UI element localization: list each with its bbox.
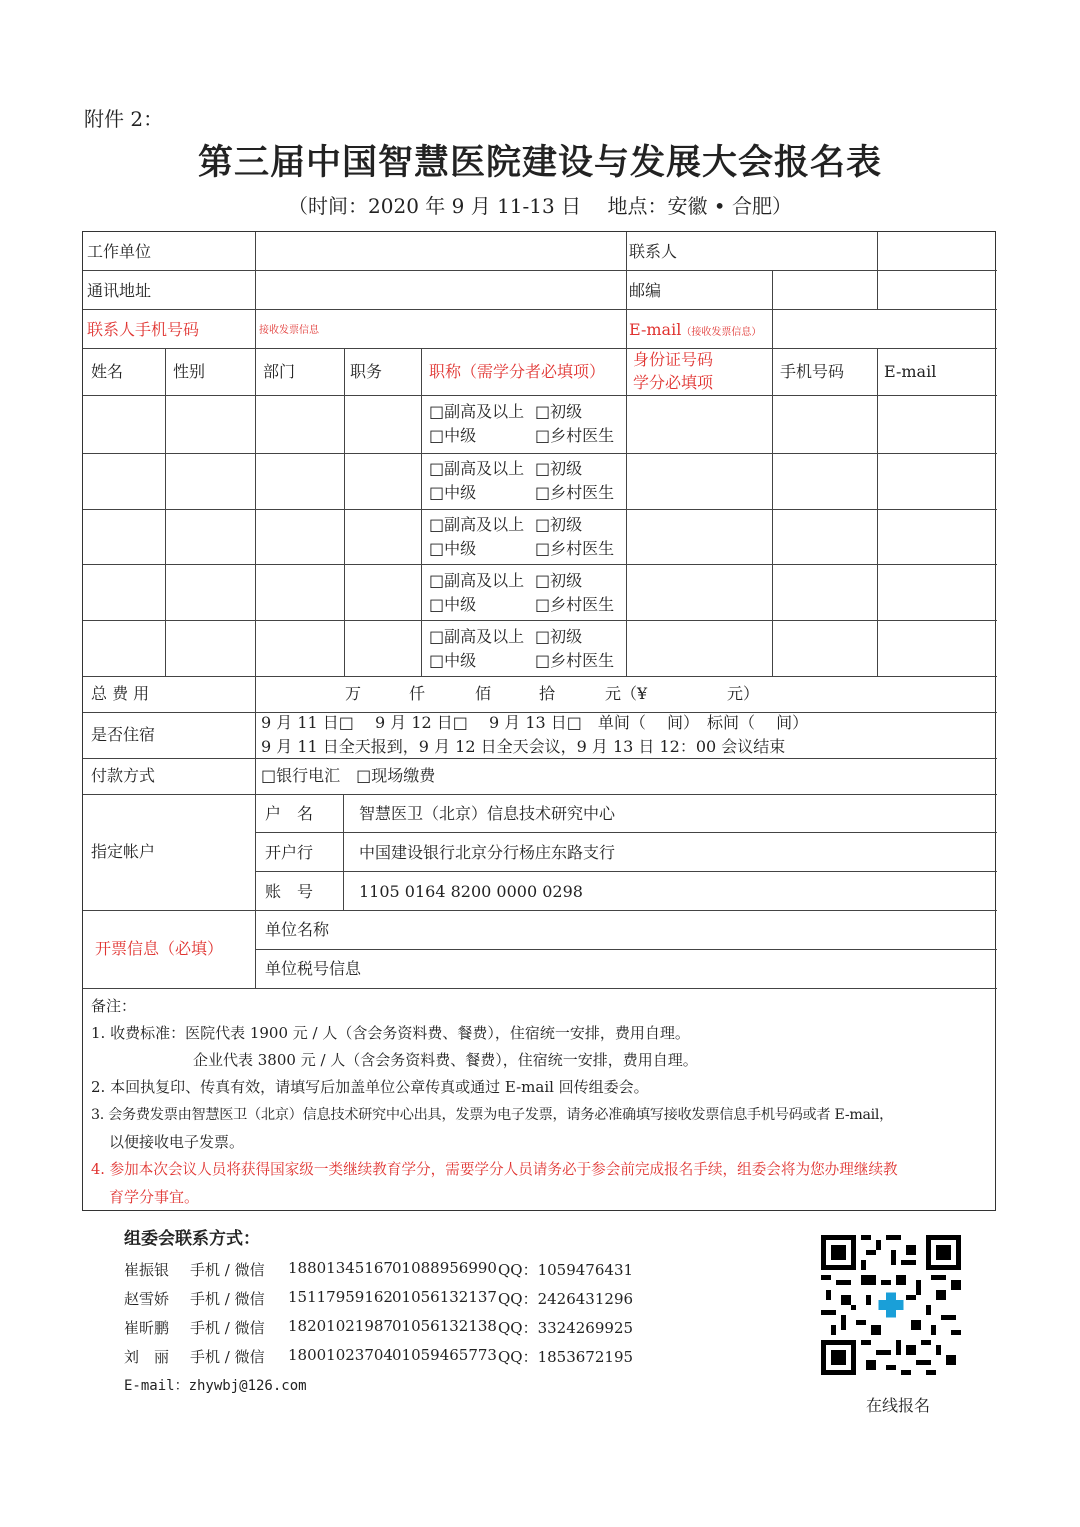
email-note: （接收发票信息）: [681, 327, 762, 338]
option-village[interactable]: □乡村医生: [535, 539, 615, 558]
fee-unit-qian: 仟: [409, 684, 426, 703]
contact-qq: QQ：1853672195: [498, 1348, 634, 1366]
option-village[interactable]: □乡村医生: [535, 595, 615, 614]
option-junior[interactable]: □初级: [535, 515, 583, 534]
fee-unit-yuan: 元（¥: [605, 684, 648, 703]
option-village[interactable]: □乡村医生: [535, 651, 615, 670]
option-senior[interactable]: □副高及以上: [429, 571, 525, 590]
qr-code-icon[interactable]: [821, 1235, 961, 1375]
contact-type: 手机 / 微信: [190, 1319, 265, 1337]
contact-qq: QQ：2426431296: [498, 1290, 634, 1308]
account-label: 指定帐户: [91, 842, 156, 861]
work-unit-label: 工作单位: [87, 242, 152, 261]
account-name-label: 户 名: [265, 804, 314, 823]
lodging-label: 是否住宿: [91, 725, 156, 744]
note-4b: 育学分事宜。: [109, 1188, 200, 1206]
contact-phone-label: 联系人手机号码: [87, 320, 200, 339]
registration-form: [82, 231, 996, 1211]
schedule-note: 9 月 11 日全天报到，9 月 12 日全天会议，9 月 13 日 12：00 会议结束: [261, 737, 786, 756]
notes-label: 备注：: [91, 997, 137, 1015]
contact-tel[interactable]: 01056132138: [392, 1317, 497, 1335]
note-3: 3. 会务费发票由智慧医卫（北京）信息技术研究中心出具，发票为电子发票，请务必准确填写接收发票信息手机号码或者 E-mail，: [91, 1107, 893, 1123]
bank-label: 开户行: [265, 843, 314, 862]
option-senior[interactable]: □副高及以上: [429, 402, 525, 421]
invoice-label: 开票信息（必填）: [95, 939, 224, 958]
contact-name: 崔振银: [124, 1261, 170, 1279]
col-gender: 性别: [173, 362, 206, 381]
option-middle[interactable]: □中级: [429, 539, 477, 558]
note-3b: 以便接收电子发票。: [109, 1133, 245, 1151]
page-title: 第三届中国智慧医院建设与发展大会报名表: [197, 142, 882, 183]
fee-unit-wan: 万: [345, 684, 362, 703]
option-village[interactable]: □乡村医生: [535, 483, 615, 502]
contact-tel[interactable]: 01056132137: [392, 1288, 497, 1306]
option-middle[interactable]: □中级: [429, 595, 477, 614]
payment-options[interactable]: □银行电汇 □现场缴费: [261, 766, 436, 785]
address-label: 通讯地址: [87, 281, 152, 300]
col-department: 部门: [263, 362, 296, 381]
account-number-label: 账 号: [265, 882, 314, 901]
postcode-label: 邮编: [629, 281, 662, 300]
col-position: 职务: [350, 362, 383, 381]
col-id-line2: 学分必填项: [633, 373, 714, 392]
contact-email[interactable]: E-mail：zhywbj@126.com: [124, 1378, 307, 1394]
option-middle[interactable]: □中级: [429, 483, 477, 502]
attachment-label: 附件 2：: [84, 107, 164, 131]
option-senior[interactable]: □副高及以上: [429, 459, 525, 478]
contact-mobile[interactable]: 18001023704: [288, 1346, 393, 1364]
option-junior[interactable]: □初级: [535, 571, 583, 590]
page-subtitle: （时间：2020 年 9 月 11-13 日 地点：安徽 • 合肥）: [288, 194, 792, 218]
email-label-text: E-mail: [629, 320, 682, 339]
contact-mobile[interactable]: 18201021987: [288, 1317, 393, 1335]
bank-name: 中国建设银行北京分行杨庄东路支行: [359, 843, 616, 862]
option-village[interactable]: □乡村医生: [535, 426, 615, 445]
note-4: 4. 参加本次会议人员将获得国家级一类继续教育学分，需要学分人员请务必于参会前完成报名手续，组委会将为您办理继续教: [91, 1161, 898, 1178]
note-1: 1. 收费标准：医院代表 1900 元 / 人（含会务资料费、餐费），住宿统一安排，费用自理。: [91, 1024, 690, 1042]
option-junior[interactable]: □初级: [535, 459, 583, 478]
contact-mobile[interactable]: 15117959162: [288, 1288, 393, 1306]
contact-name: 赵雪娇: [124, 1290, 170, 1308]
col-mobile: 手机号码: [780, 362, 845, 381]
contact-name: 崔昕鹏: [124, 1319, 170, 1337]
option-middle[interactable]: □中级: [429, 651, 477, 670]
option-senior[interactable]: □副高及以上: [429, 515, 525, 534]
note-1b: 企业代表 3800 元 / 人（含会务资料费、餐费），住宿统一安排，费用自理。: [193, 1051, 698, 1069]
receive-invoice-note: 接收发票信息: [259, 325, 319, 336]
contact-person-label: 联系人: [629, 242, 678, 261]
contact-qq: QQ：1059476431: [498, 1261, 634, 1279]
contact-name: 刘 丽: [124, 1348, 170, 1366]
contact-heading: 组委会联系方式：: [124, 1229, 260, 1249]
contact-type: 手机 / 微信: [190, 1348, 265, 1366]
fee-unit-shi: 拾: [539, 684, 556, 703]
contact-tel[interactable]: 01059465773: [392, 1346, 497, 1364]
payment-label: 付款方式: [91, 766, 156, 785]
lodging-options[interactable]: 9 月 11 日□ 9 月 12 日□ 9 月 13 日□ 单间（ 间） 标间（ 间）: [261, 713, 809, 732]
tax-info-label: 单位税号信息: [265, 959, 362, 978]
total-fee-label: 总 费 用: [91, 684, 150, 703]
fee-unit-yuan-close: 元）: [727, 684, 760, 703]
account-name: 智慧医卫（北京）信息技术研究中心: [359, 804, 616, 823]
option-junior[interactable]: □初级: [535, 402, 583, 421]
unit-name-label: 单位名称: [265, 920, 330, 939]
contact-type: 手机 / 微信: [190, 1261, 265, 1279]
account-number: 1105 0164 8200 0000 0298: [359, 882, 583, 901]
contact-tel[interactable]: 01088956990: [392, 1259, 497, 1277]
note-2: 2. 本回执复印、传真有效，请填写后加盖单位公章传真或通过 E-mail 回传组委会。: [91, 1078, 649, 1096]
option-middle[interactable]: □中级: [429, 426, 477, 445]
col-name: 姓名: [91, 362, 124, 381]
col-email: E-mail: [884, 362, 937, 381]
contact-type: 手机 / 微信: [190, 1290, 265, 1308]
fee-unit-bai: 佰: [475, 684, 492, 703]
contact-mobile[interactable]: 18801345167: [288, 1259, 393, 1277]
option-junior[interactable]: □初级: [535, 627, 583, 646]
email-label: [629, 320, 761, 343]
option-senior[interactable]: □副高及以上: [429, 627, 525, 646]
col-id-line1: 身份证号码: [633, 350, 714, 369]
contact-qq: QQ：3324269925: [498, 1319, 634, 1337]
col-title: 职称（需学分者必填项）: [429, 362, 606, 381]
qr-caption: 在线报名: [866, 1396, 931, 1415]
